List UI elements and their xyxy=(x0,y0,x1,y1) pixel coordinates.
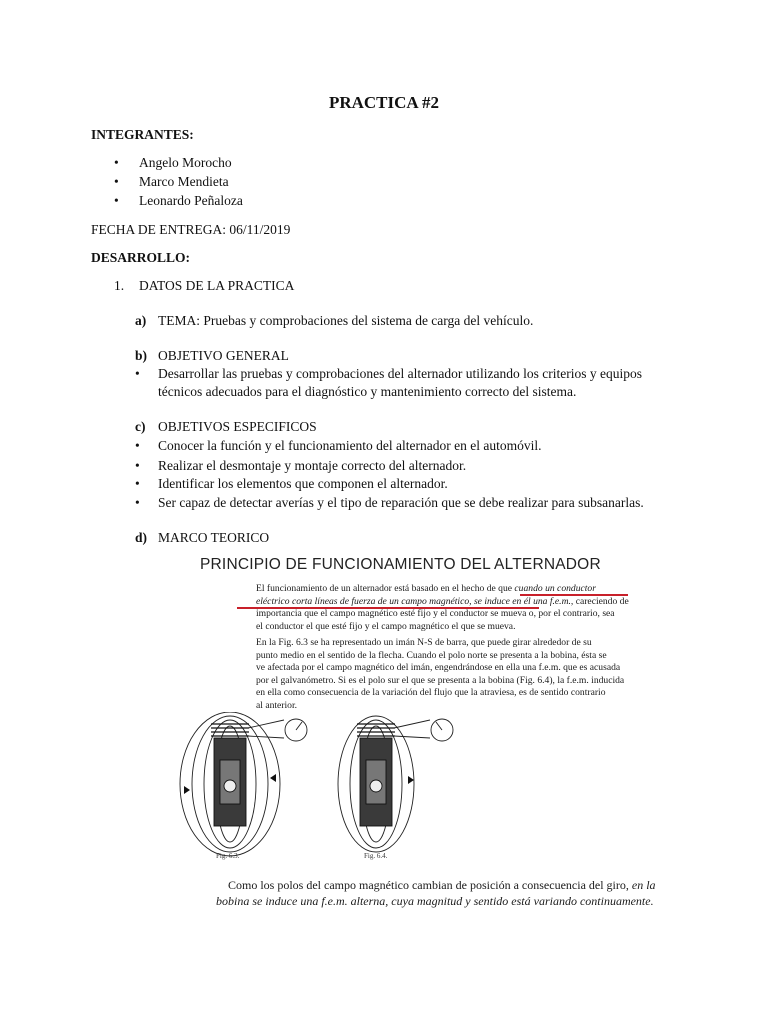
fig-6-4-caption: Fig. 6.4. xyxy=(364,852,388,860)
bullet-icon: • xyxy=(135,366,140,381)
fig-6-4-diagram xyxy=(338,716,453,852)
fig-6-3-diagram xyxy=(180,712,307,856)
item-letter-a: a) xyxy=(135,313,147,328)
bottom-line1a: Como los polos del campo magnético cambian de posición a consecuencia del giro, xyxy=(228,878,629,892)
bullet-icon: • xyxy=(114,193,119,208)
fp2-line: En la Fig. 6.3 se ha representado un imán N-S de barra, que puede girar alrededor de su xyxy=(256,637,592,648)
item-letter-c: c) xyxy=(135,419,146,434)
objetivos-especificos-heading: OBJETIVOS ESPECIFICOS xyxy=(158,419,317,434)
member-name: Leonardo Peñaloza xyxy=(139,193,243,208)
fecha-entrega: FECHA DE ENTREGA: 06/11/2019 xyxy=(91,222,291,237)
figure-title: PRINCIPIO DE FUNCIONAMIENTO DEL ALTERNADOR xyxy=(200,556,601,573)
fp1-line1b: cuando un conductor xyxy=(514,583,596,594)
fig-6-3-caption: Fig. 6.3. xyxy=(216,852,240,860)
bullet-icon: • xyxy=(135,476,140,491)
figure-bottom-line2: bobina se induce una f.e.m. alterna, cuya magnitud y sentido está variando continuamente. xyxy=(216,894,654,908)
member-name: Marco Mendieta xyxy=(139,174,229,189)
item-letter-d: d) xyxy=(135,530,148,545)
fp2-line: en ella como consecuencia de la variación del flujo que la atraviesa, es de sentido contrario xyxy=(256,687,606,699)
objetivo-item: Identificar los elementos que componen el alternador. xyxy=(158,476,448,491)
bullet-icon: • xyxy=(114,155,119,170)
fp2-line: por el galvanómetro. Si es el polo sur el que se presenta a la bobina (Fig. 6.4), la f.e.m. inducida xyxy=(256,674,625,686)
figure-bottom-line1 xyxy=(228,877,656,894)
objetivo-general-line1: Desarrollar las pruebas y comprobaciones del alternador utilizando los criterios y equipos xyxy=(158,366,642,381)
section-number: 1. xyxy=(114,278,125,293)
bottom-line1b: en la xyxy=(631,878,656,892)
fp1-line2a: eléctrico corta líneas de fuerza de un campo magnético, se induce en él una f.e.m., xyxy=(256,595,574,607)
marco-teorico-heading: MARCO TEORICO xyxy=(158,530,270,545)
fp2-line: ve afectada por el campo magnético del imán, engendrándose en ella una f.e.m. que es acusada xyxy=(256,662,621,674)
bullet-icon: • xyxy=(135,438,140,453)
objetivo-general-heading: OBJETIVO GENERAL xyxy=(158,348,289,363)
fp1-line2b: careciendo de xyxy=(575,595,629,607)
member-name: Angelo Morocho xyxy=(139,155,232,170)
alternator-diagrams xyxy=(178,712,478,862)
objetivo-item: Ser capaz de detectar averías y el tipo de reparación que se debe realizar para subsanarlas. xyxy=(158,495,644,510)
desarrollo-heading: DESARROLLO: xyxy=(91,250,191,265)
item-letter-b: b) xyxy=(135,348,148,363)
fp1-line4: el conductor el que esté fijo y el campo magnético el que se mueva. xyxy=(256,620,516,632)
fp2-line: al anterior. xyxy=(256,699,298,711)
fp1-line3: importancia que el campo magnético esté fijo y el conductor se mueva o, por el contrario, sea xyxy=(256,608,615,620)
red-underline xyxy=(520,594,628,596)
fp1-line1a: El funcionamiento de un alternador está basado en el hecho de que xyxy=(256,583,513,594)
section-label: DATOS DE LA PRACTICA xyxy=(139,278,295,293)
objetivo-item: Conocer la función y el funcionamiento del alternador en el automóvil. xyxy=(158,438,542,453)
objetivo-general-line2: técnicos adecuados para el diagnóstico y mantenimiento correcto del sistema. xyxy=(158,384,577,399)
bullet-icon: • xyxy=(135,458,140,473)
bullet-icon: • xyxy=(135,495,140,510)
integrantes-heading: INTEGRANTES: xyxy=(91,127,194,142)
bullet-icon: • xyxy=(114,174,119,189)
fp2-line: punto medio en el sentido de la flecha. Cuando el polo norte se presenta a la bobina, ésta se xyxy=(256,649,607,661)
figure-paragraph-2 xyxy=(256,637,624,713)
page-title: PRACTICA #2 xyxy=(328,93,440,112)
objetivo-item: Realizar el desmontaje y montaje correcto del alternador. xyxy=(158,458,467,473)
red-underline xyxy=(237,607,539,609)
tema-text: TEMA: Pruebas y comprobaciones del sistema de carga del vehículo. xyxy=(158,313,534,328)
